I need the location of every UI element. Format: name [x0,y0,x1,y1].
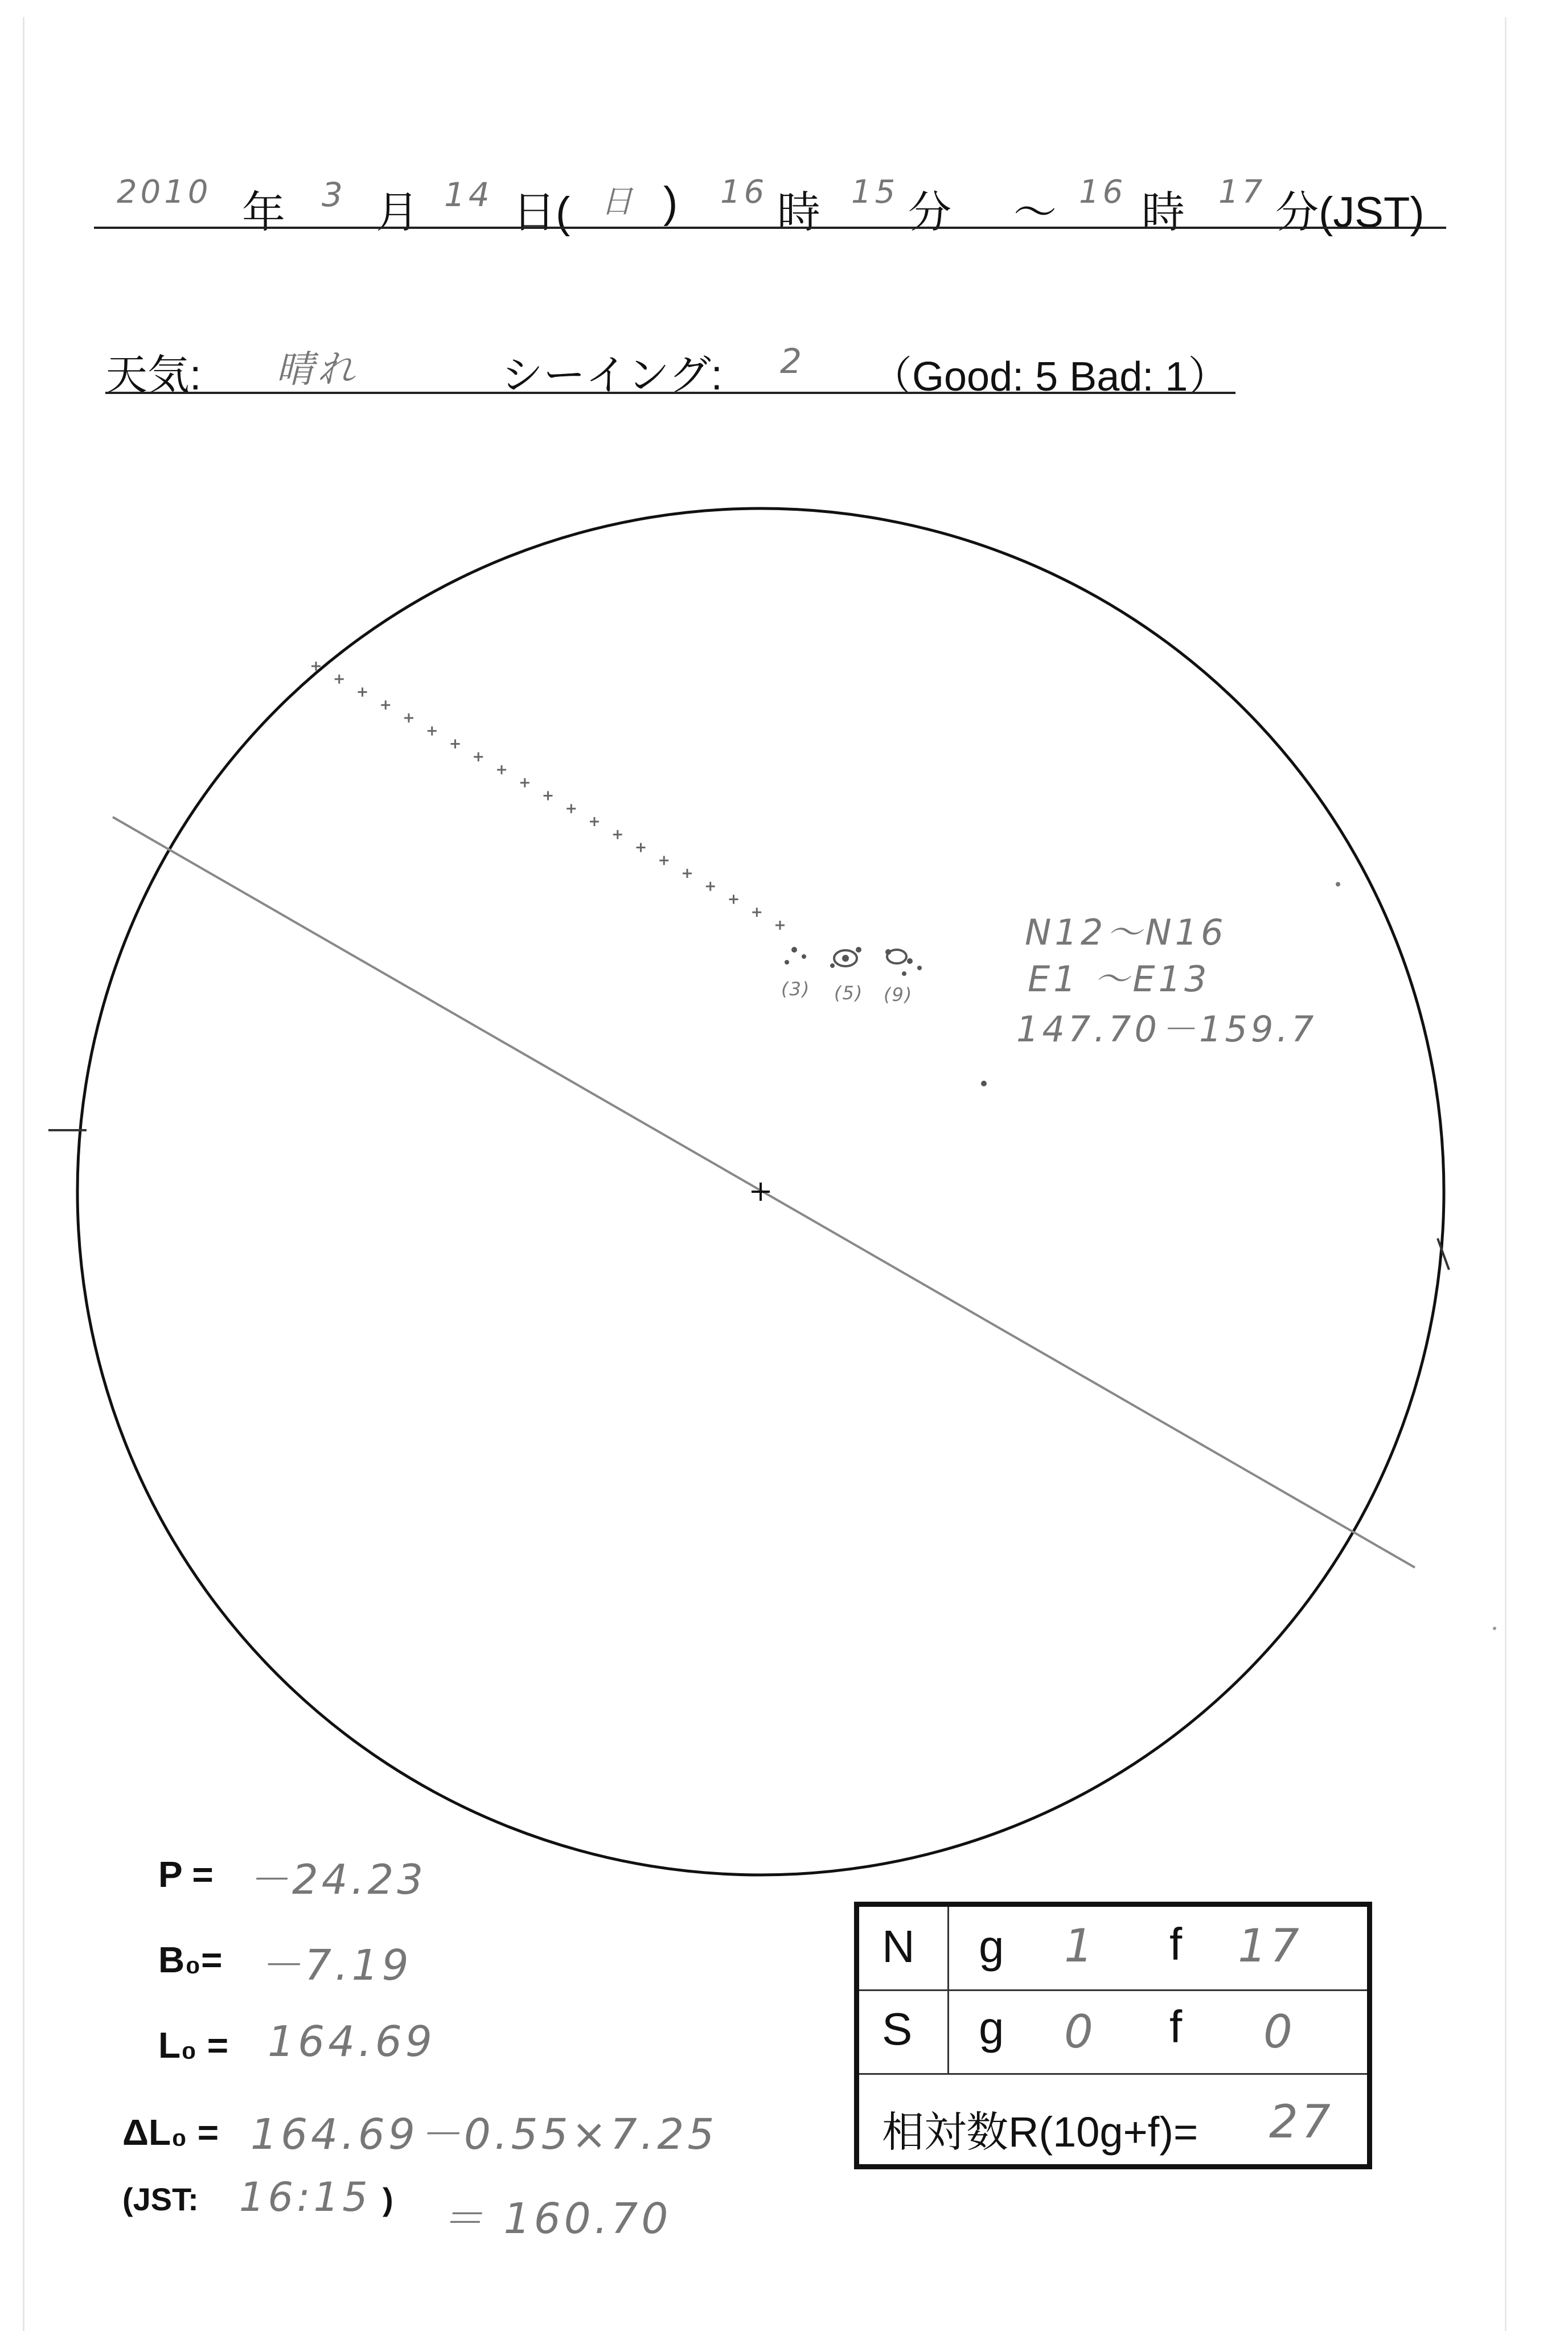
south-hemisphere-label: S [882,2004,913,2054]
start-hour-value: 16 [720,174,768,211]
month-value: 3 [322,175,346,214]
sunspot-group-c [885,949,922,976]
delta-l0-result: ＝ 160.70 [441,2194,672,2243]
tilde: ～ [1013,188,1057,237]
speck-mark [1493,1627,1496,1630]
track-mark [706,882,715,891]
p-value: －24.23 [248,1856,427,1903]
group-count-label: (9) [884,984,913,1006]
sunspot-group-b [830,947,861,968]
table-column-divider [947,1907,949,2073]
weekday-close: ) [663,178,678,227]
sunspot-count-table [854,1902,1372,2169]
seeing-label: シーイング: [501,351,723,399]
track-mark [404,713,413,723]
sunspot-group-a [785,947,806,965]
end-min-value: 17 [1218,174,1266,211]
track-mark [729,895,738,904]
track-mark [637,843,646,852]
track-mark [544,791,553,801]
p-label: P = [158,1854,214,1895]
track-mark [497,765,506,774]
south-row [859,1989,1367,2075]
weather-label: 天気: [105,351,202,399]
track-mark [613,830,622,839]
relative-number-row [859,2075,1367,2166]
track-mark [428,727,437,736]
start-min-label: 分 [908,188,951,237]
isolated-spot [981,1081,987,1086]
seeing-scale: （Good: 5 Bad: 1） [871,354,1229,400]
latitude-range: N12～N16 [1025,912,1227,953]
track-mark [775,921,785,930]
l0-value: 164.69 [268,2017,436,2066]
track-mark [659,856,668,865]
track-mark [358,688,367,697]
north-f-label: f [1169,1919,1183,1969]
l0-label: L₀ = [158,2025,229,2066]
north-f-value: 17 [1238,1919,1303,1972]
day-label: 日( [512,188,570,237]
month-label: 月 [376,188,419,237]
track-mark [590,817,599,826]
group-count-label: (3) [781,978,811,1000]
center-cross [752,1183,770,1201]
b0-label: B₀= [158,1939,223,1980]
jst-value: 16:15 [239,2174,371,2221]
weather-value: 晴れ [276,347,358,391]
start-hour-label: 時 [777,188,820,237]
carrington-range: 147.70－159.7 [1016,1008,1317,1050]
relative-number-label: 相対数R(10g+f)= [882,2108,1198,2156]
longitude-offset-range: E1 ～E13 [1028,958,1210,1000]
end-hour-value: 16 [1079,174,1127,211]
delta-l0-label: ΔL₀ = [122,2112,219,2153]
group-count-label: (5) [834,982,864,1004]
b0-value: －7.19 [259,1941,412,1990]
speck-mark [1336,882,1340,887]
south-g-label: g [979,2002,1004,2053]
north-hemisphere-label: N [882,1921,915,1972]
end-min-label: 分(JST) [1275,188,1425,237]
delta-l0-expression: 164.69－0.55×7.25 [251,2110,718,2159]
weekday-value: 日 [601,183,636,220]
track-mark [752,908,761,917]
track-mark [381,700,390,709]
year-label: 年 [242,188,285,237]
jst-label: (JST: [122,2181,199,2217]
track-mark [567,804,576,813]
seeing-value: 2 [780,342,806,381]
sunspot-track-marks [311,662,785,930]
track-mark [474,752,483,761]
south-f-label: f [1169,2001,1183,2052]
end-hour-label: 時 [1142,188,1185,237]
north-g-label: g [979,1921,1004,1972]
day-value: 14 [444,175,493,214]
year-value: 2010 [117,174,212,211]
track-mark [335,675,344,684]
relative-number-value: 27 [1269,2095,1334,2148]
track-mark [683,869,692,878]
south-g-value: 0 [1064,2005,1097,2058]
track-mark [520,778,529,787]
start-min-value: 15 [851,174,899,211]
track-mark [451,740,460,749]
south-f-value: 0 [1263,2005,1296,2058]
jst-close: ) [383,2181,393,2217]
north-row [859,1907,1367,1991]
north-g-value: 1 [1064,1919,1097,1972]
